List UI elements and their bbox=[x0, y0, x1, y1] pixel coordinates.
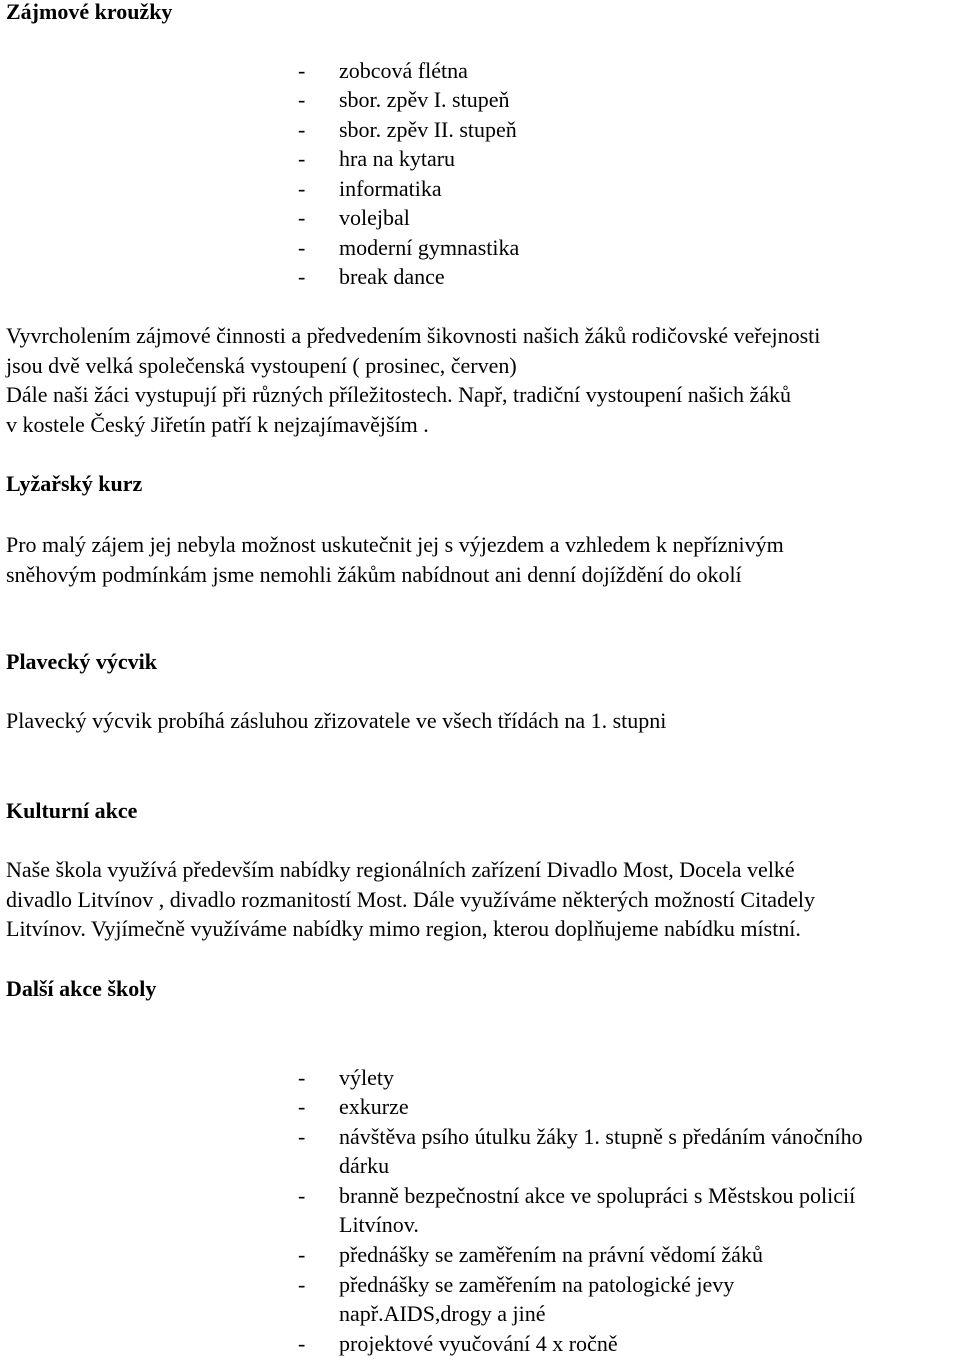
heading-lyzarsky-kurz: Lyžařský kurz bbox=[6, 471, 143, 496]
list-item-text: projektové vyučování 4 x ročně bbox=[339, 1331, 618, 1356]
list-dash: - bbox=[298, 1094, 306, 1119]
heading-zajmove-krouzky: Zájmové kroužky bbox=[6, 0, 173, 24]
paragraph-line: Vyvrcholením zájmové činnosti a předvedením šikovnosti našich žáků rodičovské veřejnosti bbox=[6, 323, 821, 348]
paragraph-swimming: Plavecký výcvik probíhá zásluhou zřizovatele ve všech třídách na 1. stupni bbox=[6, 708, 667, 733]
paragraph-line: sněhovým podmínkám jsme nemohli žákům nabídnout ani denní dojíždění do okolí bbox=[6, 562, 742, 587]
list-item-text-continuation: např.AIDS,drogy a jiné bbox=[339, 1301, 546, 1326]
list-dash: - bbox=[298, 87, 306, 112]
list-item-text: přednášky se zaměřením na právní vědomí žáků bbox=[339, 1242, 763, 1267]
list-dash: - bbox=[298, 1183, 306, 1208]
heading-kulturni-akce: Kulturní akce bbox=[6, 798, 138, 823]
heading-dalsi-akce-skoly: Další akce školy bbox=[6, 976, 157, 1001]
list-dash: - bbox=[298, 176, 306, 201]
list-item-text-continuation: Litvínov. bbox=[339, 1212, 419, 1237]
list-dash: - bbox=[298, 235, 306, 260]
list-item-text: přednášky se zaměřením na patologické jevy bbox=[339, 1272, 735, 1297]
list-dash: - bbox=[298, 1124, 306, 1149]
list-item-text: sbor. zpěv II. stupeň bbox=[339, 117, 517, 142]
list-dash: - bbox=[298, 117, 306, 142]
paragraph-line: divadlo Litvínov , divadlo rozmanitostí Most. Dále využíváme některých možností Citadely bbox=[6, 887, 815, 912]
list-dash: - bbox=[298, 205, 306, 230]
heading-plavecky-vycvik: Plavecký výcvik bbox=[6, 649, 157, 674]
list-dash: - bbox=[298, 1331, 306, 1356]
list-item-text: hra na kytaru bbox=[339, 146, 456, 171]
list-item-text: návštěva psího útulku žáky 1. stupně s předáním vánočního bbox=[339, 1124, 863, 1149]
list-item-text: break dance bbox=[339, 264, 445, 289]
paragraph-line: Naše škola využívá především nabídky regionálních zařízení Divadlo Most, Docela velké bbox=[6, 857, 795, 882]
list-item-text-continuation: dárku bbox=[339, 1153, 390, 1178]
list-dash: - bbox=[298, 1242, 306, 1267]
list-dash: - bbox=[298, 1272, 306, 1297]
list-item-text: informatika bbox=[339, 176, 442, 201]
list-item-text: sbor. zpěv I. stupeň bbox=[339, 87, 510, 112]
list-dash: - bbox=[298, 58, 306, 83]
paragraph-line: Pro malý zájem jej nebyla možnost uskutečnit jej s výjezdem a vzhledem k nepříznivým bbox=[6, 532, 784, 557]
list-item-text: branně bezpečnostní akce ve spolupráci s Městskou policií bbox=[339, 1183, 856, 1208]
list-item-text: zobcová flétna bbox=[339, 58, 468, 83]
paragraph-line: Dále naši žáci vystupují při různých příležitostech. Např, tradiční vystoupení našich žáků bbox=[6, 382, 792, 407]
list-item-text: moderní gymnastika bbox=[339, 235, 520, 260]
list-dash: - bbox=[298, 1065, 306, 1090]
list-item-text: exkurze bbox=[339, 1094, 409, 1119]
paragraph-line: Litvínov. Vyjímečně využíváme nabídky mimo region, kterou doplňujeme nabídku místní. bbox=[6, 916, 801, 941]
list-dash: - bbox=[298, 264, 306, 289]
list-dash: - bbox=[298, 146, 306, 171]
list-item-text: výlety bbox=[339, 1065, 394, 1090]
list-item-text: volejbal bbox=[339, 205, 410, 230]
paragraph-line: v kostele Český Jiřetín patří k nejzajímavějším . bbox=[6, 412, 429, 437]
paragraph-line: jsou dvě velká společenská vystoupení ( prosinec, červen) bbox=[6, 353, 517, 378]
